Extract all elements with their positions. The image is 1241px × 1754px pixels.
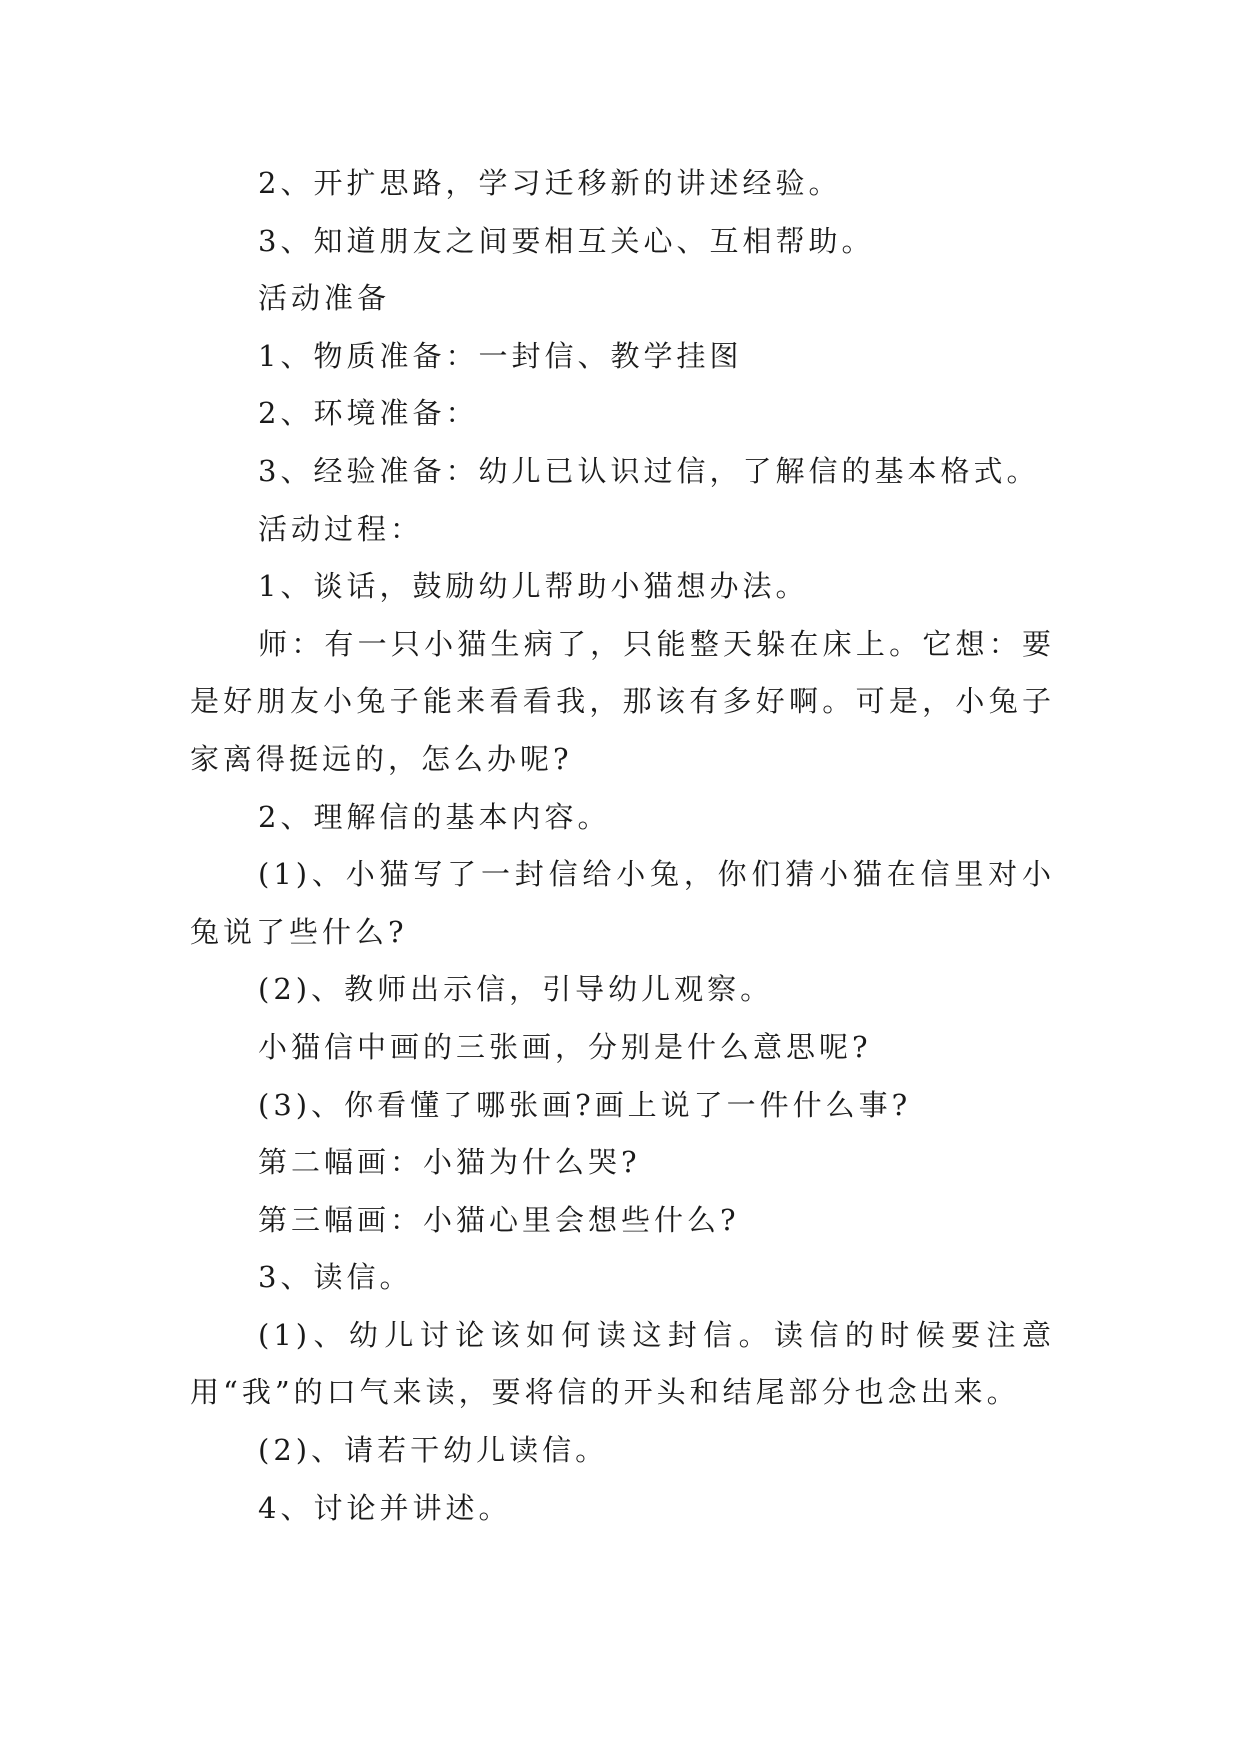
paragraph: (2)、教师出示信，引导幼儿观察。 <box>258 972 774 1007</box>
paragraph: 3、知道朋友之间要相互关心、互相帮助。 <box>258 223 875 258</box>
paragraph: (3)、你看懂了哪张画?画上说了一件什么事? <box>258 1087 912 1122</box>
paragraph: 4、讨论并讲述。 <box>258 1490 512 1525</box>
paragraph: 2、开扩思路，学习迁移新的讲述经验。 <box>258 166 842 200</box>
paragraph: 3、经验准备：幼儿已认识过信，了解信的基本格式。 <box>258 453 1040 488</box>
paragraph: 3、读信。 <box>258 1260 413 1295</box>
paragraph: 第三幅画：小猫心里会想些什么? <box>258 1202 740 1237</box>
paragraph: 第二幅画：小猫为什么哭? <box>258 1145 641 1180</box>
paragraph: 2、理解信的基本内容。 <box>258 799 611 834</box>
section-heading: 活动准备 <box>258 281 391 316</box>
paragraph: 2、环境准备： <box>258 396 479 431</box>
document-body <box>190 155 1055 1537</box>
paragraph: 师：有一只小猫生病了，只能整天躲在床上。它想：要是好朋友小兔子能来看看我，那该有多好啊。可是，小兔子家离得挺远的，怎么办呢? <box>190 626 1055 776</box>
paragraph: 小猫信中画的三张画，分别是什么意思呢? <box>258 1029 872 1064</box>
paragraph: (2)、请若干幼儿读信。 <box>258 1433 609 1468</box>
paragraph: 1、谈话，鼓励幼儿帮助小猫想办法。 <box>258 569 809 604</box>
paragraph: (1)、小猫写了一封信给小兔，你们猜小猫在信里对小兔说了些什么? <box>190 857 1055 949</box>
paragraph: 1、物质准备：一封信、教学挂图 <box>258 338 743 373</box>
paragraph: (1)、幼儿讨论该如何读这封信。读信的时候要注意用“我”的口气来读，要将信的开头和结尾部分也念出来。 <box>190 1317 1055 1410</box>
section-heading: 活动过程： <box>258 511 424 546</box>
